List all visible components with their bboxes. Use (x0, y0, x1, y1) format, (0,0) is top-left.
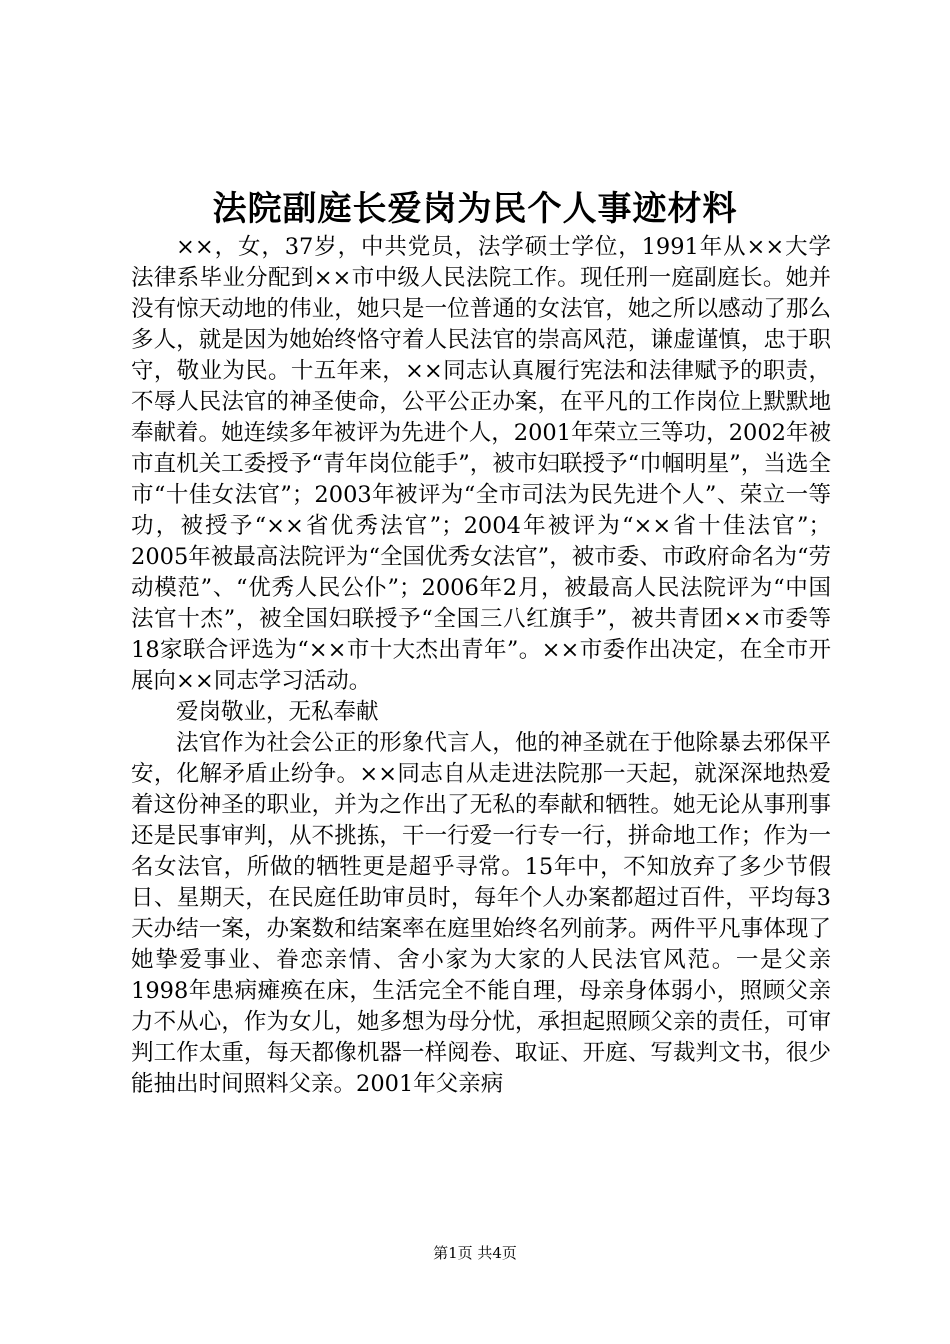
paragraph-dedication: 法官作为社会公正的形象代言人，他的神圣就在于他除暴去邪保平安，化解矛盾止纷争。××同志自从走进法院那一天起，就深深地热爱着这份神圣的职业，并为之作出了无私的奉献和牺牲。她无论从事刑事还是民事审判，从不挑拣，干一行爱一行专一行，拼命地工作；作为一名女法官，所做的牺牲更是超乎寻常。15年中，不知放弃了多少节假日、星期天，在民庭任助审员时，每年个人办案都超过百件，平均每3天办结一案，办案数和结案率在庭里始终名列前茅。两件平凡事体现了她挚爱事业、眷恋亲情、舍小家为大家的人民法官风范。一是父亲1998年患病瘫痪在床，生活完全不能自理，母亲身体弱小，照顾父亲力不从心，作为女儿，她多想为母分忧，承担起照顾父亲的责任，可审判工作太重，每天都像机器一样阅卷、取证、开庭、写裁判文书，很少能抽出时间照料父亲。2001年父亲病 (131, 730, 831, 1097)
section-heading: 爱岗敬业，无私奉献 (176, 699, 379, 725)
document-body (131, 232, 831, 1100)
paragraph-intro: ××，女，37岁，中共党员，法学硕士学位，1991年从××大学法律系毕业分配到××市中级人民法院工作。现任刑一庭副庭长。她并没有惊天动地的伟业，她只是一位普通的女法官，她之所以感动了那么多人，就是因为她始终恪守着人民法官的崇高风范，谦虚谨慎，忠于职守，敬业为民。十五年来，××同志认真履行宪法和法律赋予的职责，不辱人民法官的神圣使命，公平公正办案，在平凡的工作岗位上默默地奉献着。她连续多年被评为先进个人，2001年荣立三等功，2002年被市直机关工委授予“青年岗位能手”，被市妇联授予“巾帼明星”，当选全市“十佳女法官”；2003年被评为“全市司法为民先进个人”、荣立一等功，被授予“××省优秀法官”；2004年被评为“××省十佳法官”；2005年被最高法院评为“全国优秀女法官”，被市委、市政府命名为“劳动模范”、“优秀人民公仆”；2006年2月，被最高人民法院评为“中国法官十杰”，被全国妇联授予“全国三八红旗手”，被共青团××市委等18家联合评选为“××市十大杰出青年”。××市委作出决定，在全市开展向××同志学习活动。 (131, 234, 831, 694)
page-number-footer: 第1页 共4页 (433, 1244, 517, 1262)
document-title: 法院副庭长爱岗为民个人事迹材料 (212, 189, 738, 229)
